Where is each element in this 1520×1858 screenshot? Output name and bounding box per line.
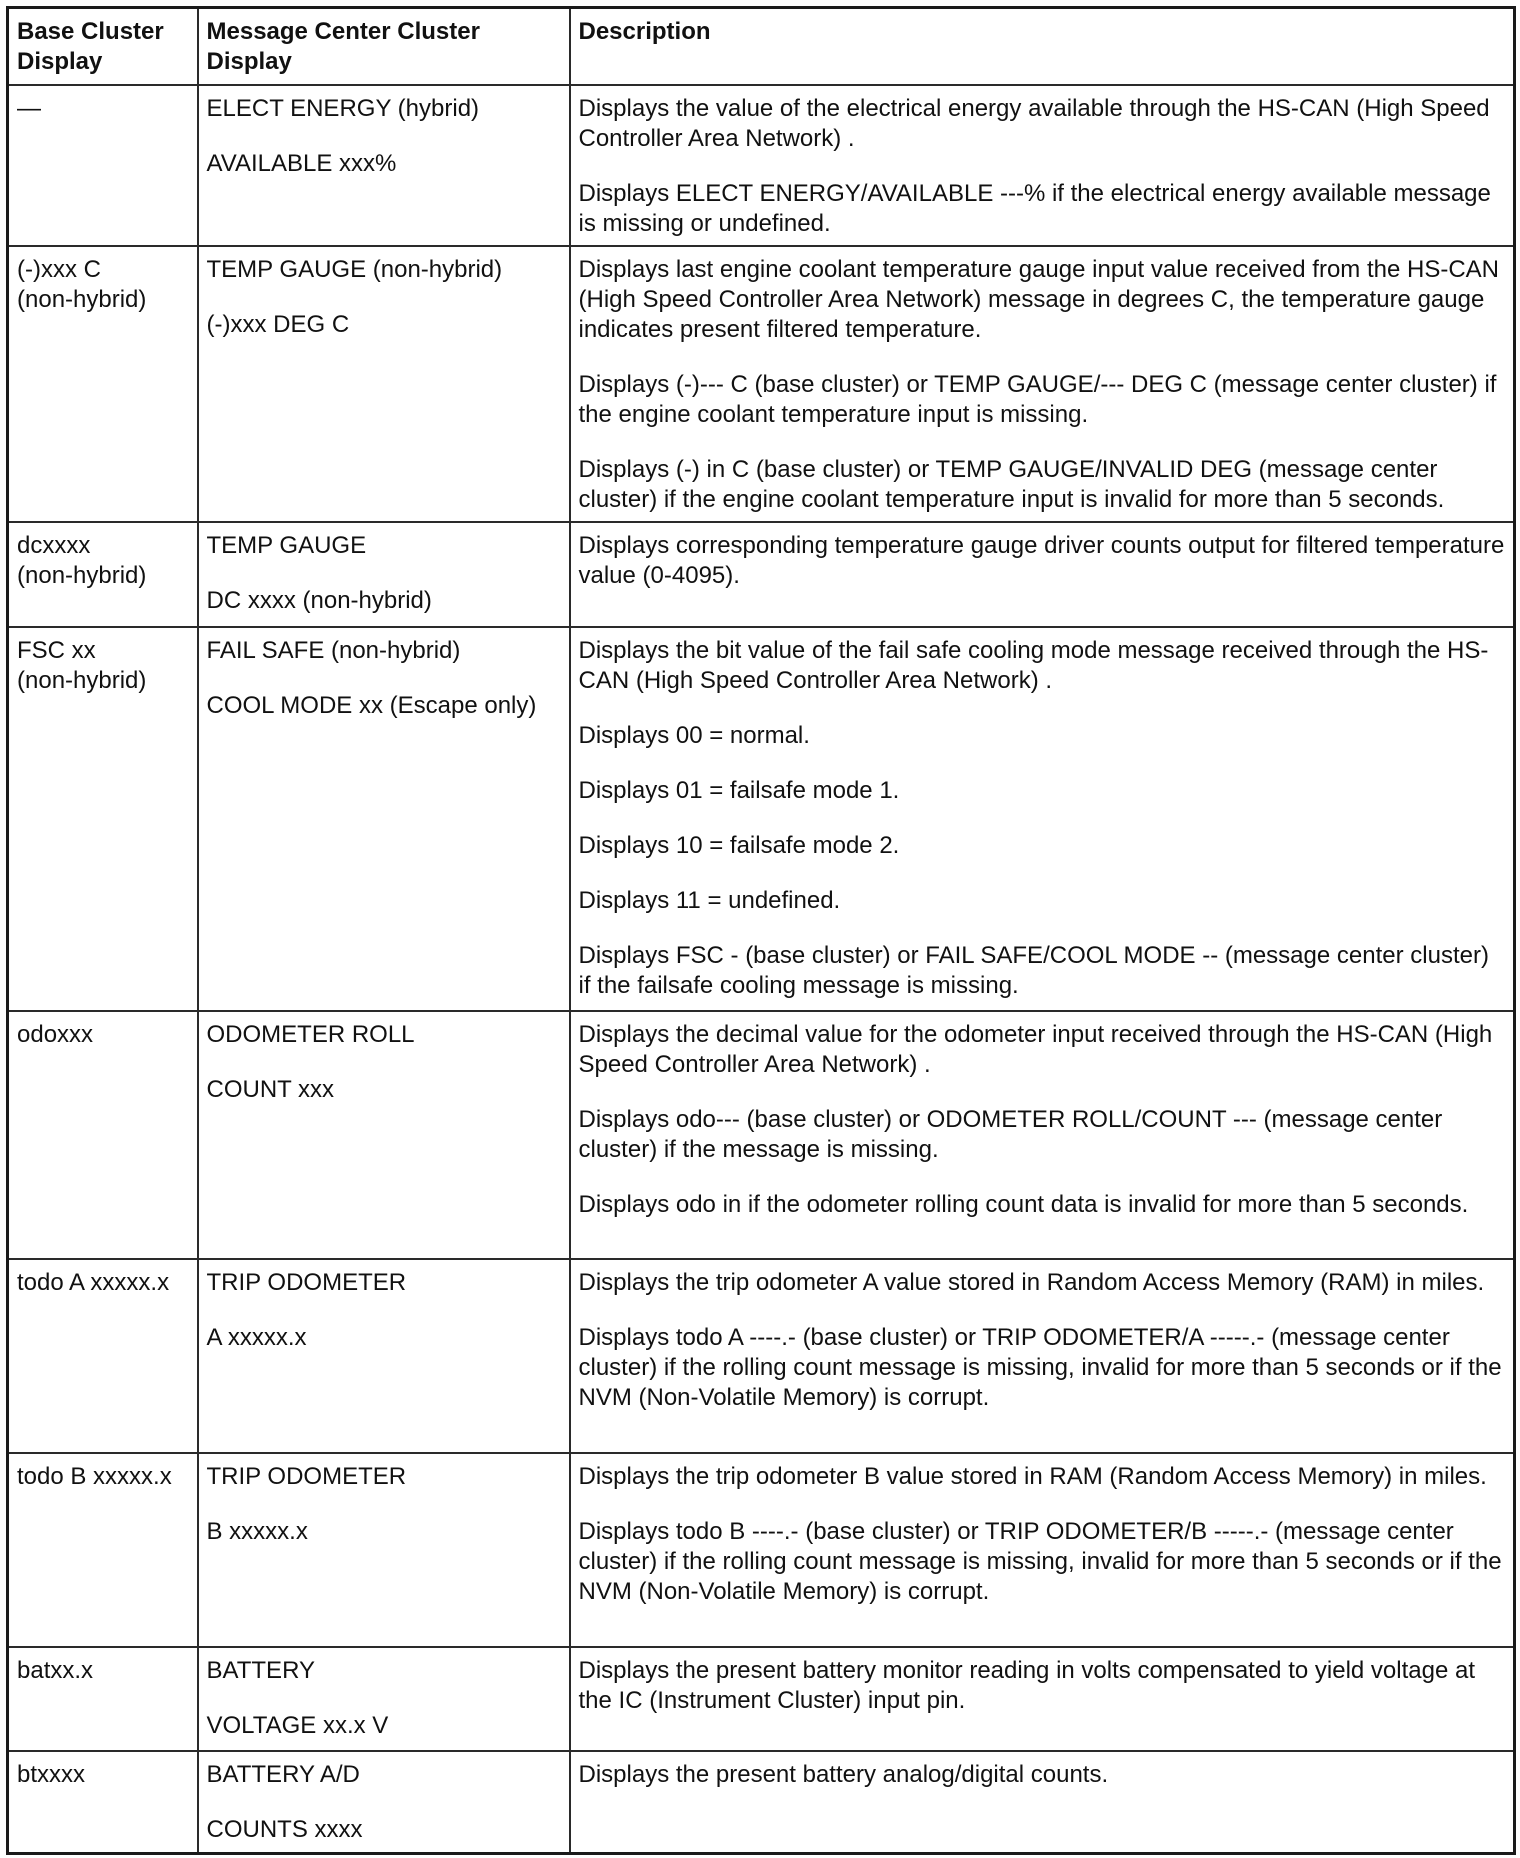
base-value: —: [17, 94, 41, 122]
table-row: [8, 1011, 1515, 1259]
message-line: DC xxxx (non-hybrid): [206, 586, 432, 614]
table-row: [8, 1751, 1515, 1854]
base-cell: [8, 246, 198, 522]
description-paragraph: Displays 11 = undefined.: [578, 886, 841, 914]
description-paragraph: Displays the decimal value for the odometer input received through the HS-CAN (High Speed Controller Area Network) .: [578, 1020, 1493, 1078]
base-cell: [8, 1453, 198, 1647]
table-row: [8, 85, 1515, 246]
description-paragraph: Displays the bit value of the fail safe cooling mode message received through the HS-CAN (High Speed Controller Area Network) .: [578, 636, 1489, 694]
description-paragraph: Displays 01 = failsafe mode 1.: [578, 776, 900, 804]
message-line: COUNT xxx: [206, 1075, 335, 1103]
header-message-center-cluster-display: Message Center Cluster Display: [198, 8, 570, 85]
base-cell: [8, 627, 198, 1011]
header-base-cluster-display: Base Cluster Display: [8, 8, 198, 85]
description-cell: [570, 1011, 1515, 1259]
description-cell: [570, 1259, 1515, 1453]
base-value: todo B xxxxx.x: [17, 1462, 172, 1490]
table-row: [8, 246, 1515, 522]
description-paragraph: Displays todo A ----.- (base cluster) or TRIP ODOMETER/A -----.- (message center cluster) if the rolling count message is missing, invalid for more than 5 seconds or if the NVM (Non-Volatile Memory) is corrupt.: [578, 1323, 1502, 1411]
message-cell: [198, 246, 570, 522]
description-paragraph: Displays (-) in C (base cluster) or TEMP GAUGE/INVALID DEG (message center cluster) if the engine coolant temperature input is invalid for more than 5 seconds.: [578, 455, 1445, 513]
table-row: [8, 1259, 1515, 1453]
description-paragraph: Displays (-)--- C (base cluster) or TEMP GAUGE/--- DEG C (message center cluster) if the engine coolant temperature input is missing.: [578, 370, 1497, 428]
description-paragraph: Displays corresponding temperature gauge driver counts output for filtered temperature value (0-4095).: [578, 531, 1505, 589]
message-line: A xxxxx.x: [206, 1323, 307, 1351]
message-cell: [198, 1647, 570, 1751]
description-paragraph: Displays last engine coolant temperature gauge input value received from the HS-CAN (High Speed Controller Area Network) message in degrees C, the temperature gauge indicates present filtered temperature.: [578, 255, 1499, 343]
message-cell: [198, 627, 570, 1011]
description-paragraph: Displays 10 = failsafe mode 2.: [578, 831, 900, 859]
message-line: COOL MODE xx (Escape only): [206, 691, 537, 719]
message-line: BATTERY A/D: [206, 1760, 360, 1788]
message-cell: [198, 1453, 570, 1647]
description-paragraph: Displays the value of the electrical energy available through the HS-CAN (High Speed Controller Area Network) .: [578, 94, 1490, 152]
base-value: todo A xxxxx.x: [17, 1268, 170, 1296]
message-cell: [198, 522, 570, 627]
description-paragraph: Displays the trip odometer B value stored in RAM (Random Access Memory) in miles.: [578, 1462, 1487, 1490]
base-cell: [8, 1011, 198, 1259]
description-cell: [570, 1453, 1515, 1647]
message-cell: [198, 1751, 570, 1854]
base-value: btxxxx: [17, 1760, 86, 1788]
description-paragraph: Displays FSC - (base cluster) or FAIL SAFE/COOL MODE -- (message center cluster) if the failsafe cooling message is missing.: [578, 941, 1489, 999]
message-line: TRIP ODOMETER: [206, 1268, 407, 1296]
message-line: ELECT ENERGY (hybrid): [206, 94, 480, 122]
table-row: [8, 627, 1515, 1011]
message-line: FAIL SAFE (non-hybrid): [206, 636, 461, 664]
table-row: [8, 1647, 1515, 1751]
message-line: COUNTS xxxx: [206, 1815, 363, 1843]
description-paragraph: Displays odo in if the odometer rolling count data is invalid for more than 5 seconds.: [578, 1190, 1469, 1218]
message-line: B xxxxx.x: [206, 1517, 308, 1545]
base-value: (-)xxx C: [17, 255, 101, 283]
table-row: [8, 1453, 1515, 1647]
description-cell: [570, 522, 1515, 627]
base-value: (non-hybrid): [17, 285, 147, 313]
message-line: TEMP GAUGE: [206, 531, 367, 559]
base-cell: [8, 522, 198, 627]
description-paragraph: Displays ELECT ENERGY/AVAILABLE ---% if the electrical energy available message is missing or undefined.: [578, 179, 1491, 237]
description-paragraph: Displays the trip odometer A value stored in Random Access Memory (RAM) in miles.: [578, 1268, 1485, 1296]
description-cell: [570, 1647, 1515, 1751]
message-cell: [198, 85, 570, 246]
description-paragraph: Displays todo B ----.- (base cluster) or TRIP ODOMETER/B -----.- (message center cluster) if the rolling count message is missing, invalid for more than 5 seconds or if the NVM (Non-Volatile Memory) is corrupt.: [578, 1517, 1502, 1605]
base-value: FSC xx: [17, 636, 96, 664]
description-paragraph: Displays the present battery monitor reading in volts compensated to yield voltage at the IC (Instrument Cluster) input pin.: [578, 1656, 1475, 1714]
message-line: TEMP GAUGE (non-hybrid): [206, 255, 503, 283]
message-line: TRIP ODOMETER: [206, 1462, 407, 1490]
message-line: VOLTAGE xx.x V: [206, 1711, 389, 1739]
description-cell: [570, 627, 1515, 1011]
table-row: [8, 522, 1515, 627]
base-cell: [8, 85, 198, 246]
base-value: (non-hybrid): [17, 561, 147, 589]
base-cell: [8, 1751, 198, 1854]
message-cell: [198, 1011, 570, 1259]
description-paragraph: Displays 00 = normal.: [578, 721, 810, 749]
description-cell: [570, 1751, 1515, 1854]
base-value: dcxxxx: [17, 531, 91, 559]
message-cell: [198, 1259, 570, 1453]
description-paragraph: Displays the present battery analog/digital counts.: [578, 1760, 1109, 1788]
description-cell: [570, 85, 1515, 246]
base-value: odoxxx: [17, 1020, 94, 1048]
base-cell: [8, 1647, 198, 1751]
cluster-display-table: [6, 6, 1516, 1855]
message-line: ODOMETER ROLL: [206, 1020, 415, 1048]
message-line: AVAILABLE xxx%: [206, 149, 397, 177]
base-value: batxx.x: [17, 1656, 94, 1684]
header-description: Description: [570, 8, 1515, 85]
table-body: [8, 85, 1515, 1854]
description-cell: [570, 246, 1515, 522]
base-value: (non-hybrid): [17, 666, 147, 694]
base-cell: [8, 1259, 198, 1453]
message-line: (-)xxx DEG C: [206, 310, 350, 338]
description-paragraph: Displays odo--- (base cluster) or ODOMETER ROLL/COUNT --- (message center cluster) if the message is missing.: [578, 1105, 1443, 1163]
message-line: BATTERY: [206, 1656, 315, 1684]
header-row: [8, 8, 1515, 85]
